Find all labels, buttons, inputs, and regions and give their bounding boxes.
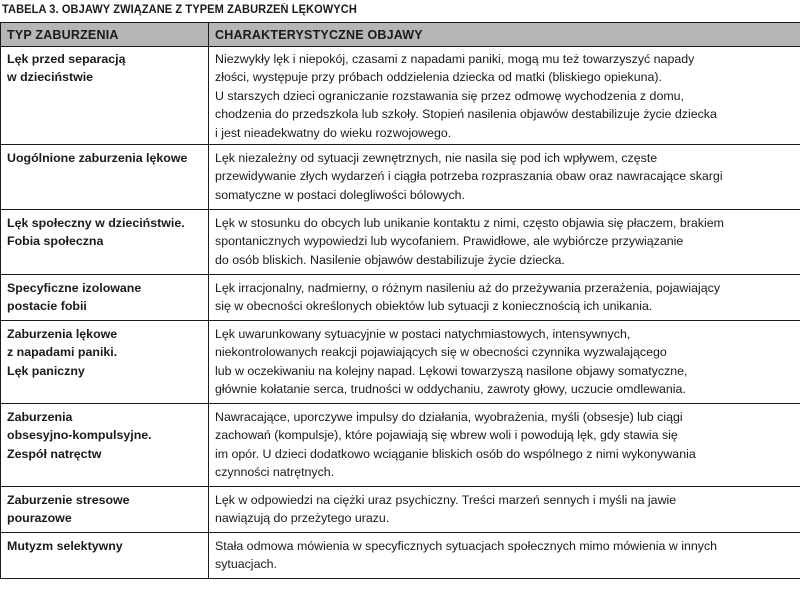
table-row [1,321,800,404]
table-row [1,275,800,321]
symptoms-cell: Lęk irracjonalny, nadmierny, o różnym nasileniu aż do przeżywania przerażenia, pojawiający się w obecności określonych obiektów lub sytuacji z koniecznością ich unikania. [209,275,800,321]
table-row [1,533,800,579]
disorder-type-cell: Lęk społeczny w dzieciństwie. Fobia społeczna [1,210,209,275]
table-row [1,404,800,487]
table-body [1,47,800,579]
table-header [1,23,800,47]
header-symptoms: CHARAKTERYSTYCZNE OBJAWY [209,23,800,47]
disorder-type-cell: Zaburzenie stresowe pourazowe [1,487,209,533]
symptoms-cell: Stała odmowa mówienia w specyficznych sytuacjach społecznych mimo mówienia w innych sytuacjach. [209,533,800,579]
table-row [1,487,800,533]
disorder-type-cell: Uogólnione zaburzenia lękowe [1,145,209,210]
symptoms-cell: Lęk w stosunku do obcych lub unikanie kontaktu z nimi, często objawia się płaczem, brakiem spontanicznych wypowiedzi lub wycofaniem. Prawidłowe, ale wybiórcze przywiązanie do osób bliskich. Nasilenie objawów destabilizuje życie dziecka. [209,210,800,275]
table-row [1,145,800,210]
table-caption: TABELA 3. OBJAWY ZWIĄZANE Z TYPEM ZABURZEŃ LĘKOWYCH [2,4,357,16]
table-row [1,47,800,145]
symptoms-cell: Nawracające, uporczywe impulsy do działania, wyobrażenia, myśli (obsesje) lub ciągi zachowań (kompulsje), które pojawiają się wbrew woli i powodują lęk, gdy stawia się im opór. U dzieci dodatkowo wciąganie bliskich osób do wspólnego z nimi wykonywania czynności natrętnych. [209,404,800,487]
disorder-type-cell: Lęk przed separacją w dzieciństwie [1,47,209,145]
table-row [1,210,800,275]
symptoms-cell: Niezwykły lęk i niepokój, czasami z napadami paniki, mogą mu też towarzyszyć napady złości, występuje przy próbach oddzielenia dziecka od matki (bliskiego opiekuna). U starszych dzieci ograniczanie rozstawania się przez odmowę wychodzenia z domu, chodzenia do przedszkola lub szkoły. Stopień nasilenia objawów destabilizuje życie dziecka i jest nieadekwatny do wieku rozwojowego. [209,47,800,145]
disorder-type-cell: Zaburzenia obsesyjno-kompulsyjne. Zespół natręctw [1,404,209,487]
header-disorder-type: TYP ZABURZENIA [1,23,209,47]
anxiety-disorders-table [0,22,800,579]
disorder-type-cell: Specyficzne izolowane postacie fobii [1,275,209,321]
disorder-type-cell: Mutyzm selektywny [1,533,209,579]
symptoms-cell: Lęk w odpowiedzi na ciężki uraz psychiczny. Treści marzeń sennych i myśli na jawie nawiązują do przeżytego urazu. [209,487,800,533]
header-row [1,23,800,47]
symptoms-cell: Lęk uwarunkowany sytuacyjnie w postaci natychmiastowych, intensywnych, niekontrolowanych reakcji pojawiających się w obecności czynnika wyzwalającego lub w oczekiwaniu na kolejny napad. Lękowi towarzyszą nasilone objawy somatyczne, głównie kołatanie serca, trudności w oddychaniu, zawroty głowy, uczucie omdlewania. [209,321,800,404]
symptoms-cell: Lęk niezależny od sytuacji zewnętrznych, nie nasila się pod ich wpływem, częste przewidywanie złych wydarzeń i ciągła potrzeba rozpraszania obaw oraz nawracające skargi somatyczne w postaci dolegliwości bólowych. [209,145,800,210]
disorder-type-cell: Zaburzenia lękowe z napadami paniki. Lęk paniczny [1,321,209,404]
